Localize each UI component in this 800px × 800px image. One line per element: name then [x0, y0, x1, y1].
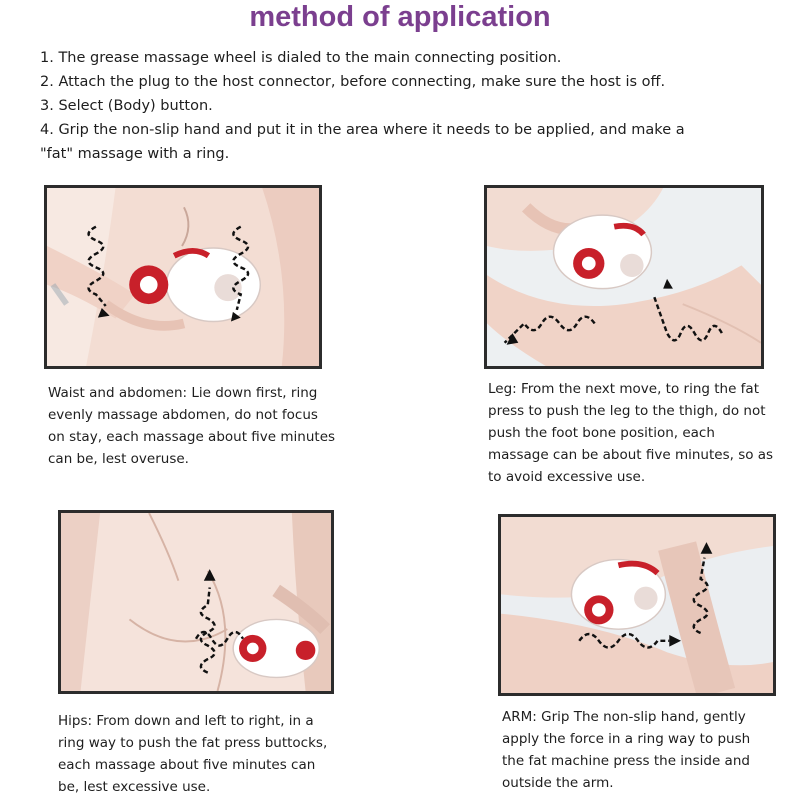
arm-caption: ARM: Grip The non-slip hand, gently apply the force in a ring way to push the fat machine press the inside and outside the arm.	[502, 709, 751, 791]
step-2: 2. Attach the plug to the host connector, before connecting, make sure the host is off.	[40, 74, 666, 90]
massager-device-icon	[571, 560, 665, 630]
hips-illustration	[58, 510, 334, 694]
step-4: 4. Grip the non-slip hand and put it in the area where it needs to be applied, and make a	[40, 122, 685, 138]
step-4-continued: "fat" massage with a ring.	[40, 146, 230, 162]
waist-illustration	[44, 185, 322, 369]
arm-illustration	[498, 514, 776, 696]
leg-caption: Leg: From the next move, to ring the fat press to push the leg to the thigh, do not push the foot bone position, each massage can be about five minutes, so as to avoid excessive use.	[488, 381, 774, 485]
leg-illustration	[484, 185, 764, 369]
step-3: 3. Select (Body) button.	[40, 98, 213, 114]
instruction-steps	[40, 46, 685, 166]
page-title: method of application	[249, 1, 551, 33]
massager-device-icon	[554, 215, 652, 289]
step-1: 1. The grease massage wheel is dialed to the main connecting position.	[40, 50, 562, 66]
waist-caption: Waist and abdomen: Lie down first, ring evenly massage abdomen, do not focus on stay, each massage about five minutes can be, lest overuse.	[48, 385, 336, 467]
hips-caption: Hips: From down and left to right, in a ring way to push the fat press buttocks, each massage about five minutes can be, lest excessive use.	[58, 713, 328, 795]
massager-device-icon	[233, 619, 319, 677]
